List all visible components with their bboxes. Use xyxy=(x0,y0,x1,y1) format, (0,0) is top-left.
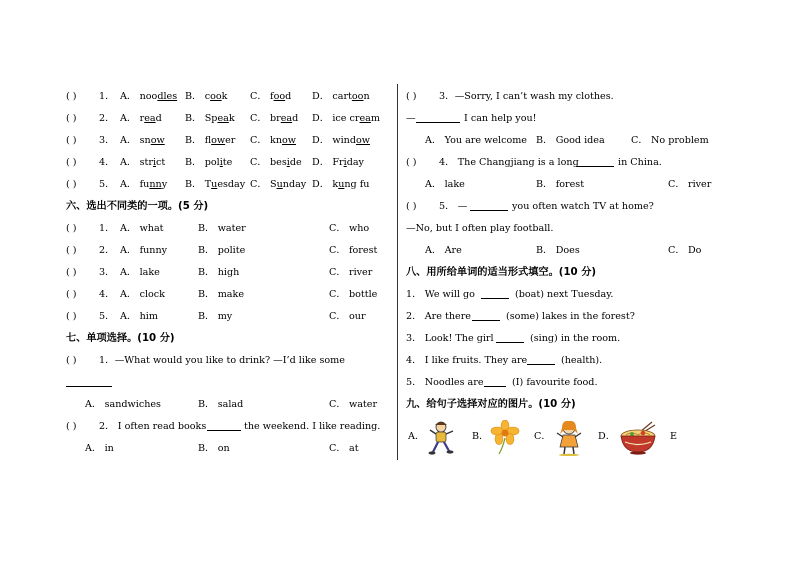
question-text-after: (sing) in the room. xyxy=(530,333,621,344)
underlined-letters: u xyxy=(338,179,345,190)
option-c: C． bread xyxy=(250,113,299,124)
option-d: D． kung fu xyxy=(312,179,370,190)
option-b: B． make xyxy=(198,289,245,300)
option-a: A． funny xyxy=(120,179,168,190)
option-b: B． salad xyxy=(198,399,244,410)
question-text-after: you often watch TV at home? xyxy=(512,201,654,212)
noodle-bowl-icon xyxy=(618,420,658,456)
answer-blank[interactable] xyxy=(66,376,112,387)
question-number: 5． xyxy=(99,311,115,322)
underlined-letters: oo xyxy=(210,91,222,102)
answer-blank[interactable] xyxy=(472,310,500,321)
option-c: C． our xyxy=(329,311,366,322)
underlined-letters: oo xyxy=(351,91,364,102)
question-text-before: 4． I like fruits. They are xyxy=(406,355,528,366)
option-a: A． noodles xyxy=(120,91,178,102)
underlined-letters: ea xyxy=(144,113,156,124)
option-a: A． in xyxy=(85,443,114,454)
option-c: C． No problem xyxy=(631,135,709,146)
underlined-letters: oo xyxy=(273,91,286,102)
section9-title: 九、给句子选择对应的图片。(10 分) xyxy=(406,399,576,410)
answer-paren[interactable]: ( ) xyxy=(66,289,77,300)
picture-label-d: D． xyxy=(598,431,616,442)
option-d: D． ice cream xyxy=(312,113,381,124)
underlined-letters: nn xyxy=(149,179,162,190)
answer-paren[interactable]: ( ) xyxy=(66,179,77,190)
option-b: B． forest xyxy=(536,179,585,190)
option-c: C． at xyxy=(329,443,359,454)
underlined-letters: u xyxy=(276,179,283,190)
picture-options xyxy=(406,420,736,460)
option-a: A． strict xyxy=(120,157,166,168)
answer-paren[interactable]: ( ) xyxy=(66,245,77,256)
option-c: C． river xyxy=(329,267,373,278)
option-c: C． know xyxy=(250,135,296,146)
underlined-letters: ea xyxy=(359,113,371,124)
option-a: A． him xyxy=(120,311,158,322)
underlined-letters: u xyxy=(211,179,218,190)
question-number: 4． xyxy=(99,157,115,168)
option-c: C． forest xyxy=(329,245,378,256)
option-c: C． who xyxy=(329,223,370,234)
column-divider xyxy=(397,84,398,460)
option-c: C． water xyxy=(329,399,378,410)
option-a: A． read xyxy=(120,113,162,124)
question-number: 3． xyxy=(99,135,115,146)
question-text-after: (health). xyxy=(561,355,603,366)
question-text-before: 5． Noodles are xyxy=(406,377,484,388)
answer-paren[interactable]: ( ) xyxy=(66,91,77,102)
question-number: 5． xyxy=(99,179,115,190)
option-a: A． Are xyxy=(425,245,462,256)
underlined-letters: i xyxy=(286,157,290,168)
option-a: A． sandwiches xyxy=(85,399,161,410)
underlined-letters: ea xyxy=(217,113,229,124)
option-b: B． high xyxy=(198,267,240,278)
answer-blank[interactable] xyxy=(496,332,524,343)
underlined-letters: ow xyxy=(150,135,165,146)
question-number: 1． xyxy=(99,91,115,102)
option-b: B． polite xyxy=(198,245,246,256)
option-a: A． clock xyxy=(120,289,165,300)
underlined-letters: i xyxy=(343,157,347,168)
underlined-letters: i xyxy=(219,157,223,168)
question-number: 3． xyxy=(99,267,115,278)
answer-paren[interactable]: ( ) xyxy=(66,421,77,432)
answer-blank[interactable] xyxy=(207,420,241,431)
answer-line: —No, but I often play football. xyxy=(406,223,554,234)
question-text-after: (some) lakes in the forest? xyxy=(506,311,635,322)
answer-blank[interactable] xyxy=(576,156,614,167)
question-number: 2． xyxy=(99,245,115,256)
option-b: B． on xyxy=(198,443,230,454)
question-text-after: I can help you! xyxy=(464,113,537,124)
option-c: C． food xyxy=(250,91,292,102)
question-text-before: 2． Are there xyxy=(406,311,471,322)
dash: — xyxy=(406,113,416,124)
answer-paren[interactable]: ( ) xyxy=(66,267,77,278)
option-a: A． funny xyxy=(120,245,168,256)
option-b: B． my xyxy=(198,311,233,322)
picture-label-c: C． xyxy=(534,431,551,442)
option-a: A． snow xyxy=(120,135,165,146)
question-text-after: (I) favourite food. xyxy=(512,377,598,388)
flower-icon xyxy=(490,420,520,456)
answer-paren[interactable]: ( ) xyxy=(66,135,77,146)
option-b: B． cook xyxy=(185,91,228,102)
picture-label-a: A． xyxy=(408,431,425,442)
option-b: B． Good idea xyxy=(536,135,605,146)
option-a: A． what xyxy=(120,223,164,234)
question-text: 1．—What would you like to drink? —I’d like some xyxy=(99,355,345,366)
question-text-before: 1． We will go xyxy=(406,289,475,300)
option-c: C． river xyxy=(668,179,712,190)
option-d: D． cartoon xyxy=(312,91,370,102)
picture-label-b: B． xyxy=(472,431,489,442)
option-c: C． Sunday xyxy=(250,179,307,190)
option-b: B． Does xyxy=(536,245,580,256)
question-text-after: (boat) next Tuesday. xyxy=(515,289,614,300)
answer-blank[interactable] xyxy=(470,200,508,211)
underlined-letters: i xyxy=(152,157,157,168)
answer-paren[interactable]: ( ) xyxy=(406,91,417,102)
answer-blank[interactable] xyxy=(484,376,506,387)
option-b: B． Tuesday xyxy=(185,179,246,190)
answer-paren[interactable]: ( ) xyxy=(66,113,77,124)
girl-singing-icon xyxy=(554,420,584,456)
option-b: B． water xyxy=(198,223,246,234)
answer-paren[interactable]: ( ) xyxy=(66,157,77,168)
option-d: D． Friday xyxy=(312,157,364,168)
underlined-letters: dles xyxy=(157,91,178,102)
answer-blank[interactable] xyxy=(416,112,460,123)
question-number: 2． xyxy=(99,113,115,124)
question-text: 3．—Sorry, I can’t wash my clothes. xyxy=(439,91,614,102)
section8-title: 八、用所给单词的适当形式填空。(10 分) xyxy=(406,267,597,278)
question-number: 1． xyxy=(99,223,115,234)
option-a: A． lake xyxy=(425,179,465,190)
underlined-letters: ow xyxy=(282,135,296,146)
question-text-after: in China. xyxy=(618,157,662,168)
answer-paren[interactable]: ( ) xyxy=(406,201,417,212)
question-text-after: the weekend. I like reading. xyxy=(244,421,381,432)
underlined-letters: ow xyxy=(211,135,226,146)
option-a: A． lake xyxy=(120,267,160,278)
question-number: 4． xyxy=(99,289,115,300)
option-b: B． Speak xyxy=(185,113,235,124)
answer-paren[interactable]: ( ) xyxy=(406,157,417,168)
option-d: D． window xyxy=(312,135,370,146)
answer-blank[interactable] xyxy=(527,354,555,365)
question-text-before: 5． — xyxy=(439,201,468,212)
question-text-before: 2． I often read books xyxy=(99,421,207,432)
option-a: A． You are welcome xyxy=(425,135,527,146)
option-c: C． Do xyxy=(668,245,702,256)
picture-label-e: E xyxy=(670,431,678,442)
option-b: B． flower xyxy=(185,135,236,146)
section6-title: 六、选出不同类的一项。(5 分) xyxy=(66,201,209,212)
underlined-letters: ea xyxy=(280,113,293,124)
option-c: C． bottle xyxy=(329,289,378,300)
answer-blank[interactable] xyxy=(481,288,509,299)
boy-running-icon xyxy=(426,420,456,456)
option-b: B． polite xyxy=(185,157,233,168)
question-text-before: 3． Look! The girl xyxy=(406,333,494,344)
answer-paren[interactable]: ( ) xyxy=(66,311,77,322)
section7-title: 七、单项选择。(10 分) xyxy=(66,333,175,344)
question-text-before: 4． The Changjiang is a long xyxy=(439,157,579,168)
answer-paren[interactable]: ( ) xyxy=(66,223,77,234)
underlined-letters: ow xyxy=(355,135,370,146)
option-c: C． beside xyxy=(250,157,302,168)
answer-paren[interactable]: ( ) xyxy=(66,355,77,366)
